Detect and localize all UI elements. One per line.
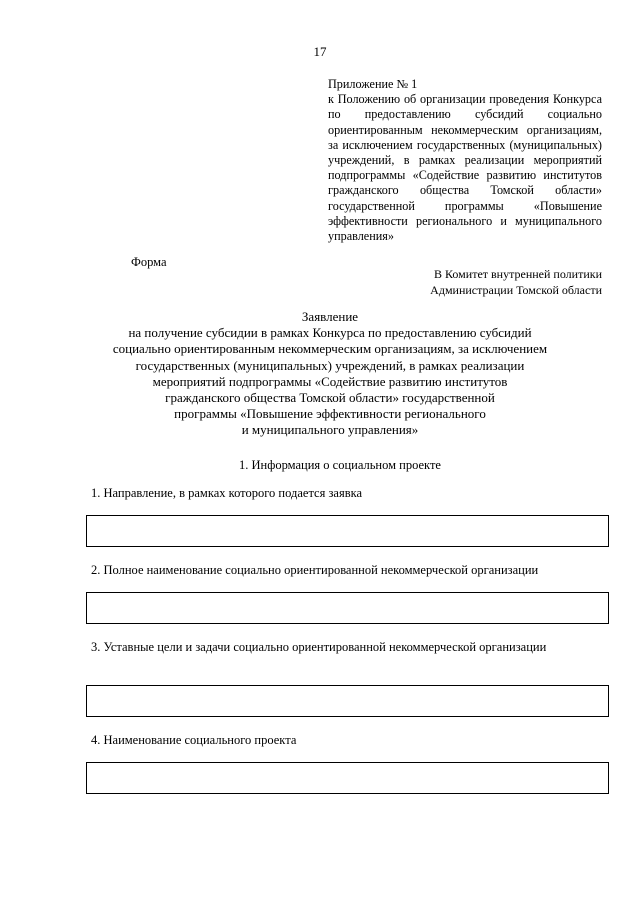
- appendix-text: к Положению об организации проведения Конкурса по предоставлению субсидий социально ориентированным некоммерческим организациям, за исключением государственных (муниципальных) учреждений, в рамках реализации мероприятий подпрограммы «Содействие развитию институтов гражданского общества Томской области» государственной программы «Повышение эффективности регионального и муниципального управления»: [328, 92, 602, 244]
- statement-line: мероприятий подпрограммы «Содействие развитию институтов: [152, 373, 508, 389]
- addressee-line-2: Администрации Томской области: [430, 283, 602, 297]
- appendix-block: [328, 77, 602, 244]
- statement-heading: [80, 309, 580, 439]
- question-2-answer-field[interactable]: [86, 592, 609, 624]
- addressee-block: [430, 266, 602, 298]
- appendix-title: Приложение № 1: [328, 77, 418, 91]
- statement-line: программы «Повышение эффективности регионального: [174, 406, 486, 422]
- question-4-label: 4. Наименование социального проекта: [91, 733, 297, 747]
- statement-title: Заявление: [301, 309, 359, 324]
- question-1-answer-field[interactable]: [86, 515, 609, 547]
- addressee-line-1: В Комитет внутренней политики: [434, 267, 602, 281]
- statement-line: социально ориентированным некоммерческим организациям, за исключением: [112, 341, 548, 357]
- question-4-answer-field[interactable]: [86, 762, 609, 794]
- statement-line: на получение субсидии в рамках Конкурса по предоставлению субсидий: [128, 325, 532, 341]
- question-1-label: 1. Направление, в рамках которого подается заявка: [91, 486, 363, 500]
- statement-line: и муниципального управления»: [241, 422, 419, 438]
- statement-line: гражданского общества Томской области» государственной: [165, 390, 495, 406]
- question-3-answer-field[interactable]: [86, 685, 609, 717]
- page-number: 17: [313, 44, 327, 59]
- statement-line: государственных (муниципальных) учреждений, в рамках реализации: [135, 357, 525, 373]
- form-label: Форма: [131, 255, 167, 269]
- question-2-label: 2. Полное наименование социально ориентированной некоммерческой организации: [91, 563, 539, 577]
- question-3-label: 3. Уставные цели и задачи социально ориентированной некоммерческой организации: [91, 640, 547, 654]
- section-heading: 1. Информация о социальном проекте: [239, 458, 441, 472]
